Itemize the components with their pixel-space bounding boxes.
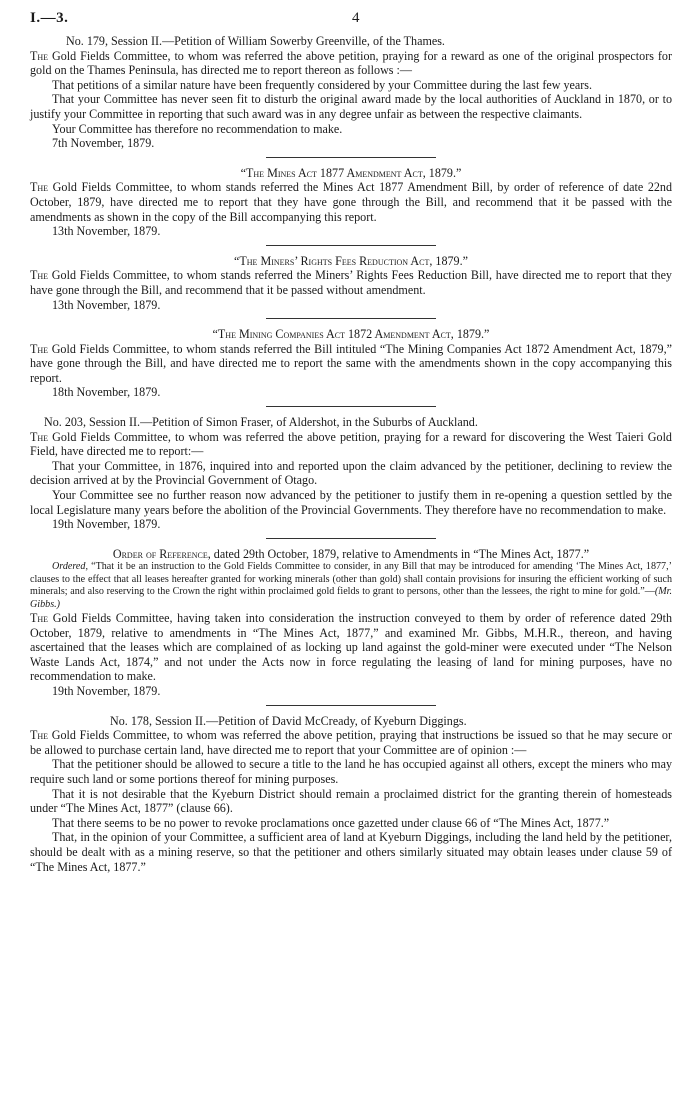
section-divider xyxy=(266,406,436,407)
section-divider xyxy=(266,705,436,706)
paragraph-text: Gold Fields Committee, to whom stands referred the Bill intituled “The Mining Companies Act 1872 Amendment Act, 1879,” have gone through the Bill, and have directed me to report the same with the amendments shown in the copy accompanying this report. xyxy=(30,341,672,385)
report-date: 19th November, 1879. xyxy=(52,517,161,532)
report-date: 13th November, 1879. xyxy=(52,224,161,239)
section-heading-order-of-reference xyxy=(30,547,672,562)
section-divider xyxy=(266,538,436,539)
ordered-attribution: (Mr. Gibbs.) xyxy=(30,586,672,610)
paragraph: That it is not desirable that the Kyeburn District should remain a proclaimed district for the granting therein of homesteads under “The Mines Act, 1877” (clause 66). xyxy=(30,786,672,816)
paragraph: That petitions of a similar nature have been frequently considered by your Committee during the last few years. xyxy=(52,77,593,92)
section-heading-mines-act-amendment: “The Mines Act 1877 Amendment Act, 1879.” xyxy=(240,165,462,180)
paragraph xyxy=(30,268,672,297)
section-divider xyxy=(266,157,436,158)
paragraph: Your Committee has therefore no recommendation to make. xyxy=(52,121,343,136)
heading-lead: Order of Reference, xyxy=(112,546,211,561)
paragraph: That your Committee, in 1876, inquired into and reported upon the claim advanced by the petitioner, declining to review the decision arrived at by the Provincial Government of Otago. xyxy=(30,458,672,488)
lead-word: The xyxy=(30,429,49,444)
paragraph-text: Gold Fields Committee, to whom was referred the above petition, praying that instructions be issued so that he may secure or be allowed to purchase certain land, have directed me to report that your Committee are of opinion :— xyxy=(30,728,672,757)
ordered-label: Ordered, xyxy=(52,561,88,573)
paragraph xyxy=(30,49,672,78)
section-divider xyxy=(266,245,436,246)
section-divider xyxy=(266,318,436,319)
paragraph-text: Gold Fields Committee, having taken into consideration the instruction conveyed to them by order of reference dated 29th October, 1879, relative to amendments in “The Mines Act, 1877,” and examined Mr. Gibbs, M.H.R., thereon, and having ascertained that the leases which are complained of as locking up land against the gold-miner were executed under “The Nelson Waste Lands Act, 1874,” and not under the Acts now in force regulating the leasing of land for mining purposes, have no recommendation to make. xyxy=(30,611,673,684)
report-date: 7th November, 1879. xyxy=(52,136,155,151)
lead-word: The xyxy=(30,611,49,626)
paragraph xyxy=(30,728,672,757)
report-date: 13th November, 1879. xyxy=(52,297,161,312)
paragraph xyxy=(30,430,672,459)
paragraph-text: Gold Fields Committee, to whom was referred the above petition, praying for a reward for discovering the West Taieri Gold Field, have directed me to report:— xyxy=(30,429,672,459)
section-heading-miners-rights-fees: “The Miners’ Rights Fees Reduction Act, 1879.” xyxy=(234,253,468,268)
paragraph: That your Committee has never seen fit to disturb the original award made by the local authorities of Auckland in 1870, or to justify your Committee in reporting that such award was in any degree unfair as between the respective claimants. xyxy=(30,92,672,121)
heading-text: dated 29th October, 1879, relative to Amendments in “The Mines Act, 1877.” xyxy=(213,546,590,561)
lead-word: The xyxy=(30,48,49,63)
paragraph: Your Committee see no further reason now advanced by the petitioner to justify them in re-opening a question settled by the local Legislature many years before the abolition of the Provincial Governments. They therefore have no recommendation to make. xyxy=(30,488,672,517)
lead-word: The xyxy=(30,341,49,356)
lead-word: The xyxy=(30,268,49,283)
paragraph xyxy=(30,611,672,684)
ordered-text: “That it be an instruction to the Gold Fields Committee to consider, in any Bill that may be introduced for amending ‘The Mines Act, 1877,’ clauses to the effect that all leases hereafter granted for working minerals (other than gold) shall contain provisions for insuring the efficient working of such minerals; and also reserving to the Crown the right within proclaimed gold fields to grant to persons, other than the lessees, the right to mine for gold.”— xyxy=(30,561,672,598)
section-heading-petition-203: No. 203, Session II.—Petition of Simon Fraser, of Aldershot, in the Suburbs of Auckland. xyxy=(44,415,478,430)
section-heading-mining-companies-act: “The Mining Companies Act 1872 Amendment Act, 1879.” xyxy=(212,327,490,342)
paragraph-text: Gold Fields Committee, to whom stands referred the Miners’ Rights Fees Reduction Bill, have directed me to report that they have gone through the Bill, and recommend that it be passed without amendment. xyxy=(30,268,672,297)
ordered-paragraph xyxy=(30,561,672,611)
paper-reference: I.—3. xyxy=(30,10,69,26)
paragraph xyxy=(30,342,672,386)
report-date: 19th November, 1879. xyxy=(52,684,161,698)
paragraph-text: Gold Fields Committee, to whom stands referred the Mines Act 1877 Amendment Bill, by order of reference of date 22nd October, 1879, have directed me to report that they have gone through the Bill, and recommend that it be passed with the amendments as shown in the copy of the Bill accompanying this report. xyxy=(30,180,673,224)
section-heading-petition-179: No. 179, Session II.—Petition of William Sowerby Greenville, of the Thames. xyxy=(66,34,445,48)
page-number: 4 xyxy=(352,10,360,26)
paragraph: That there seems to be no power to revoke proclamations once gazetted under clause 66 of “The Mines Act, 1877.” xyxy=(52,815,610,830)
paragraph-text: Gold Fields Committee, to whom was referred the above petition, praying for a reward as one of the original prospectors for gold on the Thames Peninsula, has directed me to report thereon as follows :— xyxy=(30,48,672,78)
lead-word: The xyxy=(30,180,49,195)
running-head xyxy=(30,6,672,32)
report-date: 18th November, 1879. xyxy=(52,385,161,400)
paragraph: That, in the opinion of your Committee, a sufficient area of land at Kyeburn Diggings, including the land held by the petitioner, should be dealt with as a mining reserve, so that the petitioner and others similarly situated may obtain leases under clause 59 of “The Mines Act, 1877.” xyxy=(30,830,672,874)
section-heading-petition-178: No. 178, Session II.—Petition of David McCready, of Kyeburn Diggings. xyxy=(110,713,467,728)
lead-word: The xyxy=(30,728,49,743)
paragraph: That the petitioner should be allowed to secure a title to the land he has occupied against all others, except the miners who may require such land or some portions thereof for mining purposes. xyxy=(30,757,672,786)
paragraph xyxy=(30,180,672,224)
